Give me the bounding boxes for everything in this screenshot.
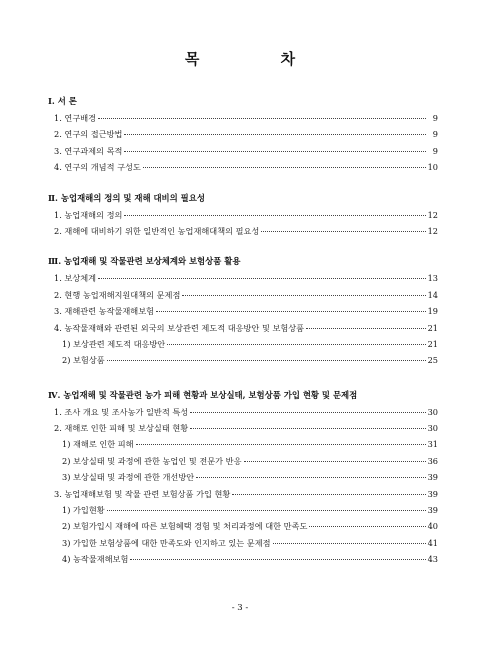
toc-entry[interactable] xyxy=(48,404,438,420)
toc-entry-page: 39 xyxy=(427,505,438,516)
section-heading: Ⅳ. 농업재해 및 작물관련 농가 피해 현황과 보상실태, 보험상품 가입 현황 및 문제점 xyxy=(48,389,358,400)
toc-entry-page: 21 xyxy=(427,322,438,333)
leader-dots xyxy=(107,510,426,511)
leader-dots xyxy=(156,311,426,312)
toc-entry[interactable] xyxy=(48,551,438,567)
toc-entry-page: 12 xyxy=(427,225,438,236)
toc-title: 목 차 xyxy=(184,50,334,68)
toc-entry-page: 30 xyxy=(427,406,438,417)
leader-dots xyxy=(306,328,425,329)
toc-entry-text: 3. 농업재해보험 및 작물 관련 보험상품 가입 현황 xyxy=(54,488,231,499)
toc-entry-page: 30 xyxy=(427,423,438,434)
toc-entry-page: 31 xyxy=(427,439,438,450)
toc-entry-text: 4. 연구의 개념적 구성도 xyxy=(54,162,141,173)
leader-dots xyxy=(124,134,426,135)
toc-entry-text: 1) 보상관련 제도적 대응방안 xyxy=(62,338,166,349)
toc-entry-page: 10 xyxy=(427,162,438,173)
toc-entry[interactable] xyxy=(48,207,438,223)
toc-entry-text: 2) 보험상품 xyxy=(62,355,105,366)
section-gap xyxy=(48,176,438,189)
toc-entry-page: 9 xyxy=(432,129,438,140)
leader-dots xyxy=(261,231,425,232)
toc-entry-text: 1. 연구배경 xyxy=(54,113,97,123)
leader-dots xyxy=(136,444,426,445)
toc-entry-page: 12 xyxy=(427,209,438,220)
toc-entry-page: 19 xyxy=(427,306,438,317)
toc-entry-page: 40 xyxy=(427,521,438,532)
toc-entry-text: 2. 재해에 대비하기 위한 일반적인 농업재해대책의 필요성 xyxy=(54,225,260,236)
section-heading: Ⅱ. 농업재해의 정의 및 재해 대비의 필요성 xyxy=(48,192,205,203)
toc-entry-page: 25 xyxy=(427,355,438,366)
leader-dots xyxy=(244,461,426,462)
toc-entry-page: 13 xyxy=(427,273,438,284)
toc-entry[interactable] xyxy=(48,223,438,239)
leader-dots xyxy=(143,167,426,168)
section-heading: Ⅰ. 서 론 xyxy=(48,96,77,106)
toc-entry[interactable] xyxy=(48,453,438,469)
toc-entry-text: 1) 가입현황 xyxy=(62,505,105,516)
toc-entry-text: 4) 농작물재해보험 xyxy=(62,554,129,565)
toc-entry[interactable] xyxy=(48,287,438,303)
leader-dots xyxy=(98,278,426,279)
toc-entry-page: 14 xyxy=(427,289,438,300)
toc-entry[interactable] xyxy=(48,502,438,518)
toc-entry[interactable] xyxy=(48,143,438,159)
toc-entry-page: 9 xyxy=(432,145,438,156)
toc-entry-page: 36 xyxy=(427,455,438,466)
toc-entry[interactable] xyxy=(48,535,438,551)
toc-entry[interactable] xyxy=(48,126,438,142)
toc-entry-text: 4. 농작물재해와 관련된 외국의 보상관련 제도적 대응방안 및 보험상품 xyxy=(54,322,305,333)
toc-entry[interactable] xyxy=(48,336,438,352)
leader-dots xyxy=(124,215,425,216)
leader-dots xyxy=(167,344,425,345)
leader-dots xyxy=(98,118,426,119)
toc-entry-text: 2) 보험가입시 재해에 따른 보험혜택 경험 및 처리과정에 대한 만족도 xyxy=(62,521,308,532)
leader-dots xyxy=(130,559,425,560)
table-of-contents xyxy=(48,92,438,568)
toc-entry-page: 21 xyxy=(427,338,438,349)
leader-dots xyxy=(232,494,425,495)
toc-entry[interactable] xyxy=(48,270,438,286)
toc-entry-text: 1) 재해로 인한 피해 xyxy=(62,439,134,450)
toc-entry[interactable] xyxy=(48,518,438,534)
toc-entry[interactable] xyxy=(48,159,438,175)
toc-entry[interactable] xyxy=(48,352,438,368)
toc-entry-text: 1. 조사 개요 및 조사농가 일반적 특성 xyxy=(54,406,189,417)
toc-entry-text: 1. 보상체계 xyxy=(54,273,97,284)
toc-entry[interactable] xyxy=(48,420,438,436)
section-gap xyxy=(48,239,438,252)
leader-dots xyxy=(309,526,425,527)
toc-entry-page: 41 xyxy=(427,537,438,548)
toc-entry-page: 39 xyxy=(427,472,438,483)
toc-entry[interactable] xyxy=(48,486,438,502)
toc-entry-page: 9 xyxy=(432,113,438,123)
toc-entry-page: 39 xyxy=(427,488,438,499)
toc-entry-text: 3. 연구과제의 목적 xyxy=(54,145,123,156)
toc-entry-text: 2. 연구의 접근방법 xyxy=(54,129,123,140)
toc-entry[interactable] xyxy=(48,320,438,336)
leader-dots xyxy=(196,477,425,478)
leader-dots xyxy=(182,295,425,296)
toc-entry-text: 1. 농업재해의 정의 xyxy=(54,209,123,220)
section-heading: Ⅲ. 농업재해 및 작물관련 보상체계와 보험상품 활용 xyxy=(48,256,241,267)
leader-dots xyxy=(190,428,425,429)
leader-dots xyxy=(190,412,425,413)
toc-entry-text: 2. 재해로 인한 피해 및 보상실태 현황 xyxy=(54,423,189,434)
toc-entry[interactable] xyxy=(48,303,438,319)
toc-entry-page: 43 xyxy=(427,554,438,565)
leader-dots xyxy=(107,360,426,361)
toc-entry-text: 3) 보상실태 및 과정에 관한 개선방안 xyxy=(62,472,195,483)
leader-dots xyxy=(273,543,426,544)
page-number: - 3 - xyxy=(231,603,249,613)
toc-entry[interactable] xyxy=(48,436,438,452)
section-gap xyxy=(48,369,438,386)
toc-entry-text: 2) 보상실태 및 과정에 관한 농업인 및 전문가 반응 xyxy=(62,455,242,466)
toc-entry[interactable] xyxy=(48,110,438,126)
toc-entry-text: 3. 재해관련 농작물재해보험 xyxy=(54,306,155,317)
toc-entry-text: 2. 현행 농업재해지원대책의 문제점 xyxy=(54,289,181,300)
toc-entry[interactable] xyxy=(48,469,438,485)
toc-entry-text: 3) 가입한 보험상품에 대한 만족도와 인지하고 있는 문제점 xyxy=(62,537,271,548)
leader-dots xyxy=(124,151,426,152)
